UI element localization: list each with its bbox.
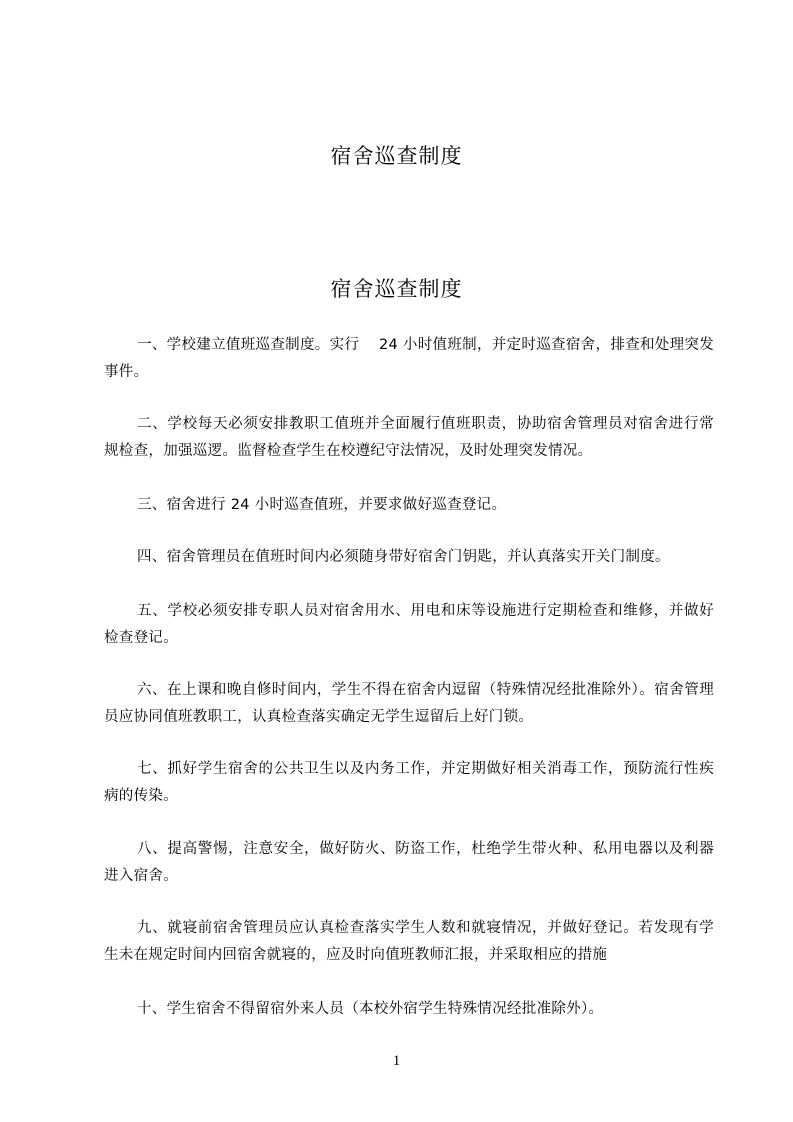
document-title: 宿舍巡查制度 [330,277,463,301]
paragraph-6: 六、在上课和晚自修时间内，学生不得在宿舍内逗留（特殊情况经批准除外）。宿舍管理员应协同值班教职工，认真检查落实确定无学生逗留后上好门锁。 [104,682,714,725]
paragraph-5: 五、学校必须安排专职人员对宿舍用水、用电和床等设施进行定期检查和维修，并做好检查登记。 [104,603,714,646]
paragraph-3: 三、宿舍进行 24 小时巡查值班，并要求做好巡查登记。 [137,497,507,513]
paragraph-4: 四、宿舍管理员在值班时间内必须随身带好宿舍门钥匙，并认真落实开关门制度。 [137,549,670,565]
header-title: 宿舍巡查制度 [330,144,463,168]
paragraph-2: 二、学校每天必须安排教职工值班并全面履行值班职责，协助宿舍管理员对宿舍进行常规检查，加强巡逻。监督检查学生在校遵纪守法情况，及时处理突发情况。 [104,416,714,459]
paragraph-9: 九、就寝前宿舍管理员应认真检查落实学生人数和就寝情况，并做好登记。若发现有学生未在规定时间内回宿舍就寝的，应及时向值班教师汇报，并采取相应的措施 [104,920,714,963]
paragraph-8: 八、提高警惕，注意安全，做好防火、防盗工作，杜绝学生带火种、私用电器以及利器进入宿舍。 [104,841,714,884]
paragraph-7: 七、抓好学生宿舍的公共卫生以及内务工作，并定期做好相关消毒工作，预防流行性疾病的传染。 [104,761,714,804]
page-number: 1 [392,1053,401,1069]
paragraph-10: 十、学生宿舍不得留宿外来人员（本校外宿学生特殊情况经批准除外）。 [137,1001,604,1017]
paragraph-1: 一、学校建立值班巡查制度。实行 24 小时值班制，并定时巡查宿舍，排查和处理突发事件。 [104,337,714,380]
